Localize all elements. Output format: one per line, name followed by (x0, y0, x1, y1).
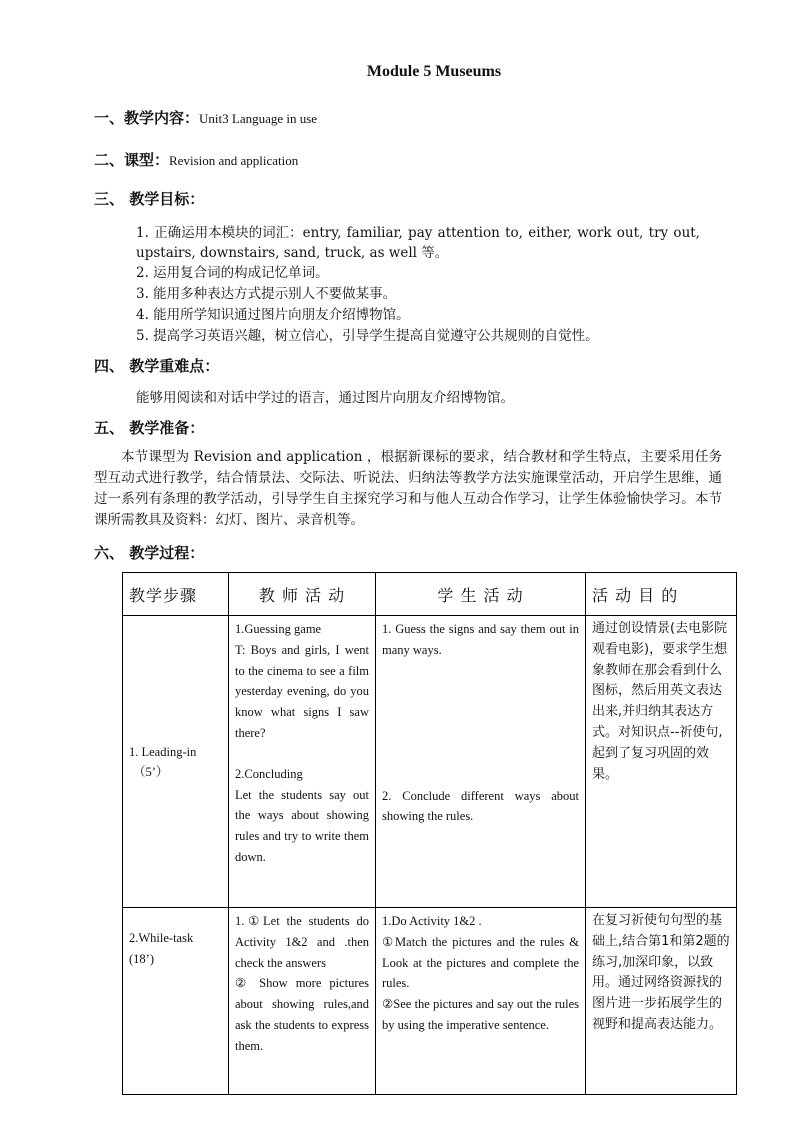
section-teaching-goals: 三、 教学目标： (94, 190, 205, 208)
student-activity-cell (376, 908, 586, 1095)
student-activity-line: ②See the pictures and say out the rules by using the imperative sentence. (382, 997, 579, 1032)
teacher-activity-line: 1.Guessing game (235, 622, 322, 636)
goal-item: 2. 运用复合词的构成记忆单词。 (136, 265, 329, 281)
goal-item: 1. 正确运用本模块的词汇：entry, familiar, pay attention to, either, work out, try out, (136, 225, 700, 241)
goal-item: 5. 提高学习英语兴趣，树立信心，引导学生提高自觉遵守公共规则的自觉性。 (136, 328, 599, 344)
student-activity-line: 1.Do Activity 1&2 . (382, 914, 482, 928)
preparation-text: 本节课型为 Revision and application ，根据新课标的要求，结合教材和学生特点，主要采用任务型互动式进行教学，结合情景法、交际法、听说法、归纳法等教学方法实施课堂活动，开启学生思维，通过一系列有条理的教学活动，引导学生自主探究学习和与他人互动合作学习，让学生体验愉快学习。本节课所需教具及资料：幻灯、图片、录音机等。 (94, 449, 722, 528)
step-name: 1. Leading-in (129, 744, 197, 759)
table-row (123, 908, 737, 1095)
teacher-activity-cell (229, 616, 376, 908)
document-title: Module 5 Museums (366, 63, 502, 80)
spacer (382, 661, 579, 786)
step-name: 2.While-task (129, 931, 194, 945)
teacher-activity-line: ② Show more pictures about showing rules,and ask the students to express them. (235, 976, 369, 1053)
step-cell (123, 616, 229, 908)
header-student: 学 生 活 动 (376, 573, 586, 616)
teaching-process-table (122, 572, 737, 1095)
section-teaching-content (94, 107, 317, 128)
step-cell (123, 908, 229, 1095)
student-activity-line: 1. Guess the signs and say them out in many ways. (382, 622, 579, 657)
key-points-text: 能够用阅读和对话中学过的语言，通过图片向朋友介绍博物馆。 (136, 390, 514, 406)
teacher-activity-line: 2.Concluding (235, 766, 303, 781)
section-process: 六、 教学过程： (94, 544, 205, 562)
header-teacher: 教 师 活 动 (229, 573, 376, 616)
goal-item: 4. 能用所学知识通过图片向朋友介绍博物馆。 (136, 307, 410, 323)
student-activity-line: ①Match the pictures and the rules & Look at the pictures and complete the rules. (382, 934, 579, 991)
header-step: 教学步骤 (123, 573, 229, 616)
section-label: 二、课型： (94, 151, 170, 169)
teacher-activity-line: Let the students say out the ways about showing rules and try to write them down. (235, 787, 369, 864)
section-value: Revision and application (169, 153, 299, 168)
step-time: （5’） (133, 764, 169, 779)
table-header-row (123, 573, 737, 616)
goal-item: 3. 能用多种表达方式提示别人不要做某事。 (136, 286, 397, 302)
teacher-activity-line: 1.①Let the students do Activity 1&2 and .then check the answers (235, 914, 369, 970)
header-purpose: 活 动 目 的 (586, 573, 737, 616)
spacer (235, 744, 369, 764)
purpose-cell: 在复习祈使句句型的基础上,结合第1和第2题的练习,加深印象，以致用。通过网络资源找的图片进一步拓展学生的视野和提高表达能力。 (586, 908, 737, 1095)
section-label: 一、教学内容： (94, 109, 200, 127)
student-activity-line: 2. Conclude different ways about showing the rules. (382, 788, 579, 824)
section-key-points: 四、 教学重难点： (94, 357, 220, 375)
goal-item: upstairs, downstairs, sand, truck, as well 等。 (136, 245, 449, 261)
teacher-activity-cell (229, 908, 376, 1095)
teacher-activity-line: T: Boys and girls, I went to the cinema to see a film yesterday evening, do you know what signs I saw there? (235, 642, 369, 740)
student-activity-cell (376, 616, 586, 908)
section-lesson-type (94, 149, 298, 170)
section-value: Unit3 Language in use (199, 111, 318, 126)
table-row (123, 616, 737, 908)
purpose-cell: 通过创设情景(去电影院观看电影)，要求学生想象教师在那会看到什么图标，然后用英文表达出来,并归纳其表达方式。对知识点--祈使句,起到了复习巩固的效果。 (586, 616, 737, 908)
section-preparation: 五、 教学准备： (94, 419, 205, 437)
step-time: (18’) (129, 951, 154, 966)
